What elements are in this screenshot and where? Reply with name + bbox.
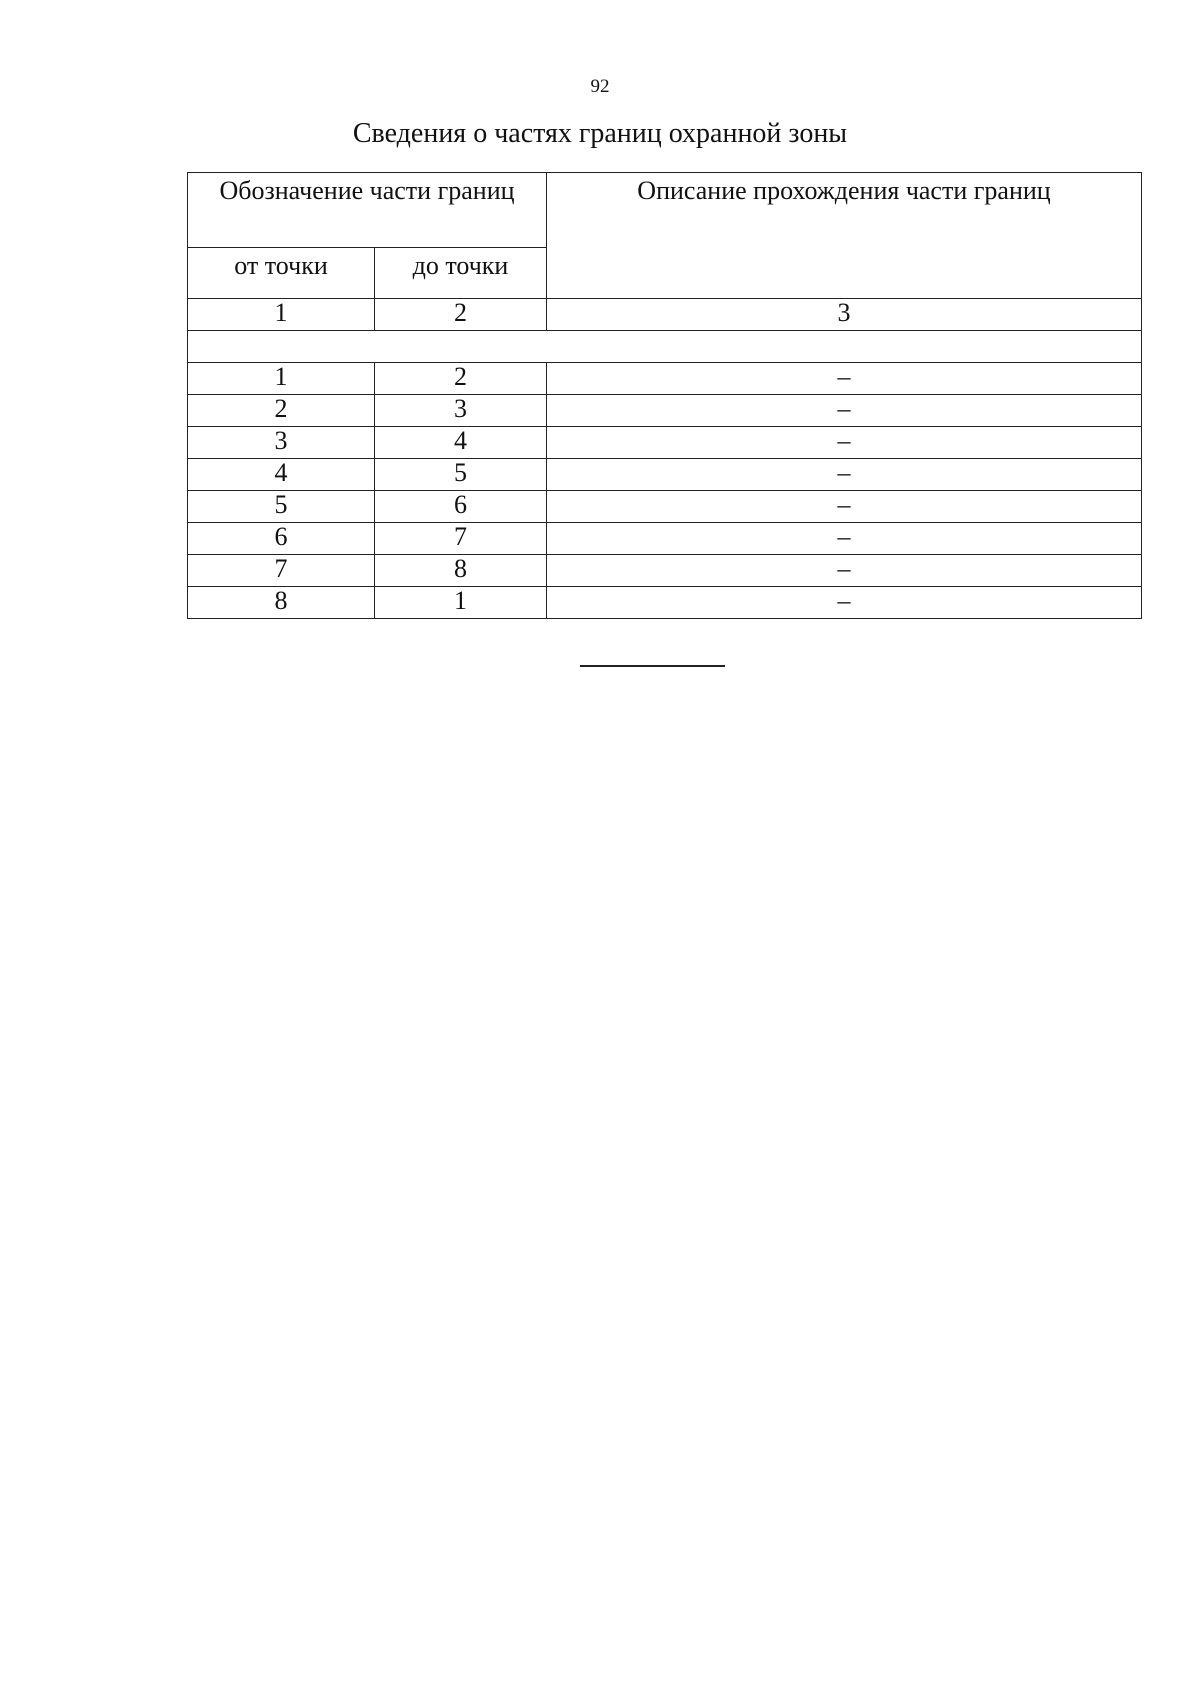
cell-description: –	[547, 427, 1142, 459]
header-description: Описание прохождения части границ	[547, 173, 1142, 299]
header-from-point: от точки	[188, 248, 375, 299]
table-row	[188, 555, 1142, 587]
cell-to-point: 6	[375, 491, 547, 523]
cell-from-point: 7	[188, 555, 375, 587]
cell-from-point: 6	[188, 523, 375, 555]
table-body	[188, 173, 1142, 619]
cell-from-point: 3	[188, 427, 375, 459]
table-row	[188, 587, 1142, 619]
cell-to-point: 7	[375, 523, 547, 555]
cell-to-point: 8	[375, 555, 547, 587]
table-row	[188, 459, 1142, 491]
column-number: 2	[375, 299, 547, 331]
end-separator-line	[580, 665, 725, 667]
table-row	[188, 395, 1142, 427]
cell-description: –	[547, 523, 1142, 555]
page-title: Сведения о частях границ охранной зоны	[352, 118, 848, 149]
header-to-point: до точки	[375, 248, 547, 299]
boundary-parts-table	[187, 172, 1142, 619]
table-row	[188, 491, 1142, 523]
header-designation: Обозначение части границ	[188, 173, 547, 248]
cell-from-point: 8	[188, 587, 375, 619]
cell-description: –	[547, 363, 1142, 395]
table-row	[188, 363, 1142, 395]
cell-description: –	[547, 395, 1142, 427]
cell-description: –	[547, 459, 1142, 491]
empty-section-cell	[188, 331, 1142, 363]
cell-to-point: 4	[375, 427, 547, 459]
cell-to-point: 3	[375, 395, 547, 427]
cell-to-point: 1	[375, 587, 547, 619]
column-number-row	[188, 299, 1142, 331]
page-number: 92	[590, 76, 610, 97]
cell-to-point: 5	[375, 459, 547, 491]
cell-description: –	[547, 587, 1142, 619]
cell-description: –	[547, 491, 1142, 523]
cell-description: –	[547, 555, 1142, 587]
table-row	[188, 523, 1142, 555]
cell-from-point: 4	[188, 459, 375, 491]
cell-from-point: 5	[188, 491, 375, 523]
column-number: 3	[547, 299, 1142, 331]
empty-section-row	[188, 331, 1142, 363]
cell-from-point: 2	[188, 395, 375, 427]
cell-to-point: 2	[375, 363, 547, 395]
cell-from-point: 1	[188, 363, 375, 395]
column-number: 1	[188, 299, 375, 331]
table-row	[188, 427, 1142, 459]
header-row	[188, 173, 1142, 248]
